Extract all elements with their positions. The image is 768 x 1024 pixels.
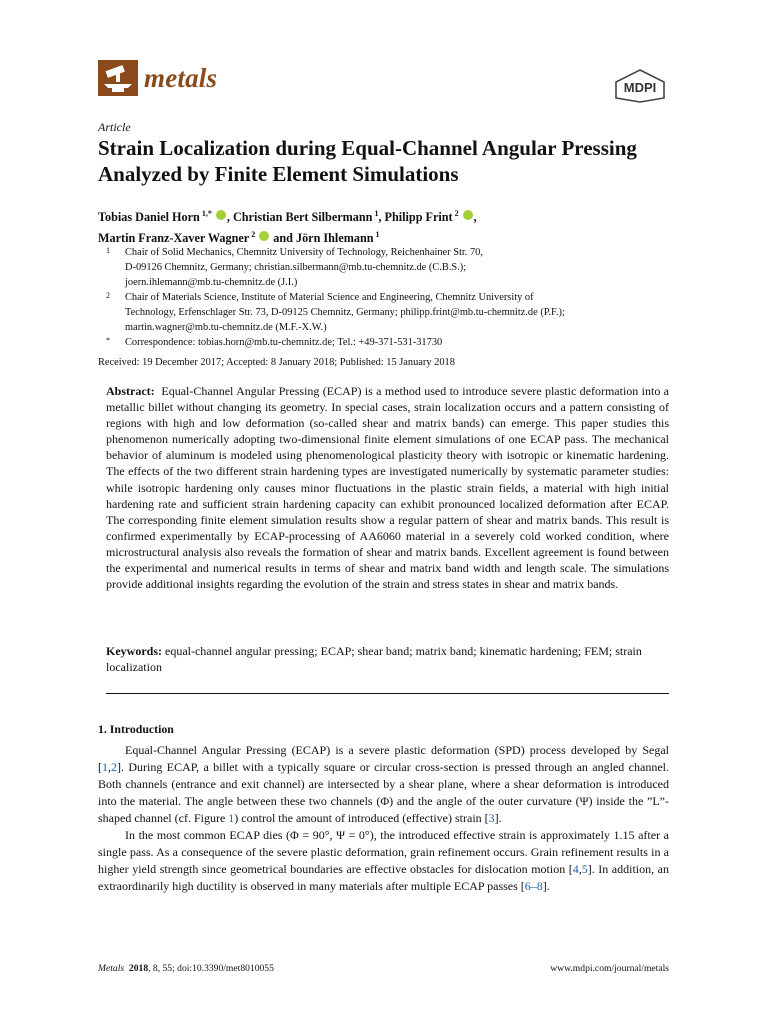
paragraph-text: ]. In addition, an extraordinarily high ductility is observed in many materials after multiple ECAP passes [ xyxy=(98,862,669,893)
author-name: Philipp Frint xyxy=(384,210,453,225)
affiliation-marker: 2 xyxy=(106,291,110,300)
author-name: Tobias Daniel Horn xyxy=(98,210,200,225)
paragraph-text: ]. xyxy=(494,811,502,825)
orcid-icon[interactable] xyxy=(259,231,269,241)
author-list: Tobias Daniel Horn $^{1,*}$ , Christian Bert Silbermann $^1$, Philipp Frint $^2$ , Martin Franz-Xaver Wagner $^2$ and Jörn Ihlemann $^1$ xyxy=(98,209,477,246)
mdpi-logo xyxy=(612,68,668,104)
keywords-label: Keywords: xyxy=(106,644,162,658)
affiliation-line: Correspondence: tobias.horn@mb.tu-chemnitz.de; Tel.: +49-371-531-31730 xyxy=(125,337,443,348)
keywords xyxy=(106,643,669,675)
affiliation-line: joern.ihlemann@mb.tu-chemnitz.de (J.I.) xyxy=(125,277,298,288)
affiliation-line: martin.wagner@mb.tu-chemnitz.de (M.F.-X.W.) xyxy=(125,322,327,333)
divider xyxy=(106,693,669,694)
paragraph-text: , xyxy=(578,862,582,876)
footer-doi: , 8, 55; doi:10.3390/met8010055 xyxy=(148,963,274,974)
affiliation-marker: * xyxy=(106,336,110,345)
anvil-hammer-icon xyxy=(98,60,138,96)
abstract-label: Abstract: xyxy=(106,384,155,398)
citation-link[interactable]: 3 xyxy=(488,811,495,825)
affiliation xyxy=(98,245,668,290)
paragraph-text: In the most common ECAP dies (Φ = 90°, Ψ = 0°), the introduced effective strain is approximately 1.15 after a single pass. As a consequence of the severe plastic deformation, grain refinement occurs. Grain refinement results in a higher yield strength since geometrical boundaries are effective obstacles for dislocation motion [ xyxy=(98,828,669,876)
footer-url[interactable]: www.mdpi.com/journal/metals xyxy=(550,963,669,974)
affiliation-line: Technology, Erfenschlager Str. 73, D-09125 Chemnitz, Germany; philipp.frint@mb.tu-chemnitz.de (P.F.); xyxy=(125,307,565,318)
affiliation-line: Chair of Solid Mechanics, Chemnitz University of Technology, Reichenhainer Str. 70, xyxy=(125,247,483,258)
keywords-text: equal-channel angular pressing; ECAP; shear band; matrix band; kinematic hardening; FEM; strain localization xyxy=(106,644,642,675)
author-name: Christian Bert Silbermann xyxy=(232,210,373,225)
journal-logo xyxy=(98,60,217,96)
journal-name: metals xyxy=(144,62,218,93)
citation-link[interactable]: 2 xyxy=(111,760,117,774)
abstract xyxy=(106,383,669,592)
citation-link[interactable]: 1 xyxy=(228,811,235,825)
affiliation-marker: 1 xyxy=(106,246,110,255)
paragraph-1 xyxy=(98,742,669,827)
publication-dates: Received: 19 December 2017; Accepted: 8 January 2018; Published: 15 January 2018 xyxy=(98,357,455,368)
section-heading: 1. Introduction xyxy=(98,722,174,736)
author-affiliation-marker: 2 xyxy=(249,230,256,240)
paragraph-text: ) control the amount of introduced (effective) strain [ xyxy=(234,811,489,825)
paragraph-text: ]. xyxy=(542,879,550,893)
paragraph-text: Equal-Channel Angular Pressing (ECAP) is a severe plastic deformation (SPD) process developed by Segal [ xyxy=(98,743,669,774)
orcid-icon[interactable] xyxy=(216,210,226,220)
paragraph-2 xyxy=(98,827,669,895)
author-name: Jörn Ihlemann xyxy=(295,231,374,246)
affiliation-line: D-09126 Chemnitz, Germany; christian.silbermann@mb.tu-chemnitz.de (C.B.S.); xyxy=(125,262,467,273)
author-affiliation-marker: 1 xyxy=(373,230,380,240)
orcid-icon[interactable] xyxy=(463,210,473,220)
citation-link[interactable]: 4 xyxy=(572,862,579,876)
footer-year: 2018 xyxy=(128,963,149,974)
affiliations xyxy=(98,245,668,350)
publisher-name: MDPI xyxy=(623,80,657,95)
section-body xyxy=(98,742,669,895)
article-title: Strain Localization during Equal-Channel Angular Pressing Analyzed by Finite Element Simulations xyxy=(98,136,637,186)
article-type: Article xyxy=(98,120,131,134)
author-affiliation-marker: 1 xyxy=(372,209,379,218)
author-affiliation-marker: 1,* xyxy=(199,209,212,218)
citation-link[interactable]: 1 xyxy=(102,760,108,774)
footer-journal: Metals xyxy=(98,963,125,974)
author-affiliation-marker: 2 xyxy=(452,209,459,218)
affiliation xyxy=(98,335,668,350)
author-name: Martin Franz-Xaver Wagner xyxy=(98,231,250,246)
affiliation-line: Chair of Materials Science, Institute of Material Science and Engineering, Chemnitz University of xyxy=(125,292,534,303)
paragraph-text: , xyxy=(108,760,111,774)
affiliation xyxy=(98,290,668,335)
citation-link[interactable]: 6–8 xyxy=(524,879,543,893)
abstract-text: Equal-Channel Angular Pressing (ECAP) is a method used to introduce severe plastic deformation into a metallic billet without changing its geometry. In special cases, strain localization occurs and a pattern consisting of regions with high and low deformation (so-called shear and matrix bands) can emerge. This paper studies this phenomenon numerically adopting two-dimensional finite element simulations of one ECAP pass. The mechanical behavior of aluminum is modeled using phenomenological plasticity theory with isotropic or kinematic hardening. The effects of the two different strain hardening types are investigated numerically by systematic parameter studies: while isotropic hardening only causes minor fluctuations in the plastic strain fields, a material with high initial hardening rate and sufficient strain hardening capacity can exhibit pronounced localized deformation after ECAP. The corresponding finite element simulation results show a regular pattern of shear and matrix bands. This result is confirmed experimentally by ECAP-processing of AA6060 material in a severely cold worked condition, where microstructural analysis also reveals the formation of shear and matrix bands. Excellent agreement is found between the experimental and numerical results in terms of shear and matrix band width and length scale. The simulations provide additional insights regarding the evolution of the strain and stress states in shear and matrix bands. xyxy=(106,384,670,592)
footer-citation xyxy=(98,963,274,974)
paragraph-text: ]. During ECAP, a billet with a typically square or circular cross-section is pressed through an angled channel. Both channels (entrance and exit channel) are intersected by a shear plane, where a shear deformation is introduced into the material. The angle between these two channels (Φ) and the angle of the outer curvature (Ψ) inside the ”L”-shaped channel (cf. Figure xyxy=(98,760,669,825)
citation-link[interactable]: 5 xyxy=(581,862,588,876)
